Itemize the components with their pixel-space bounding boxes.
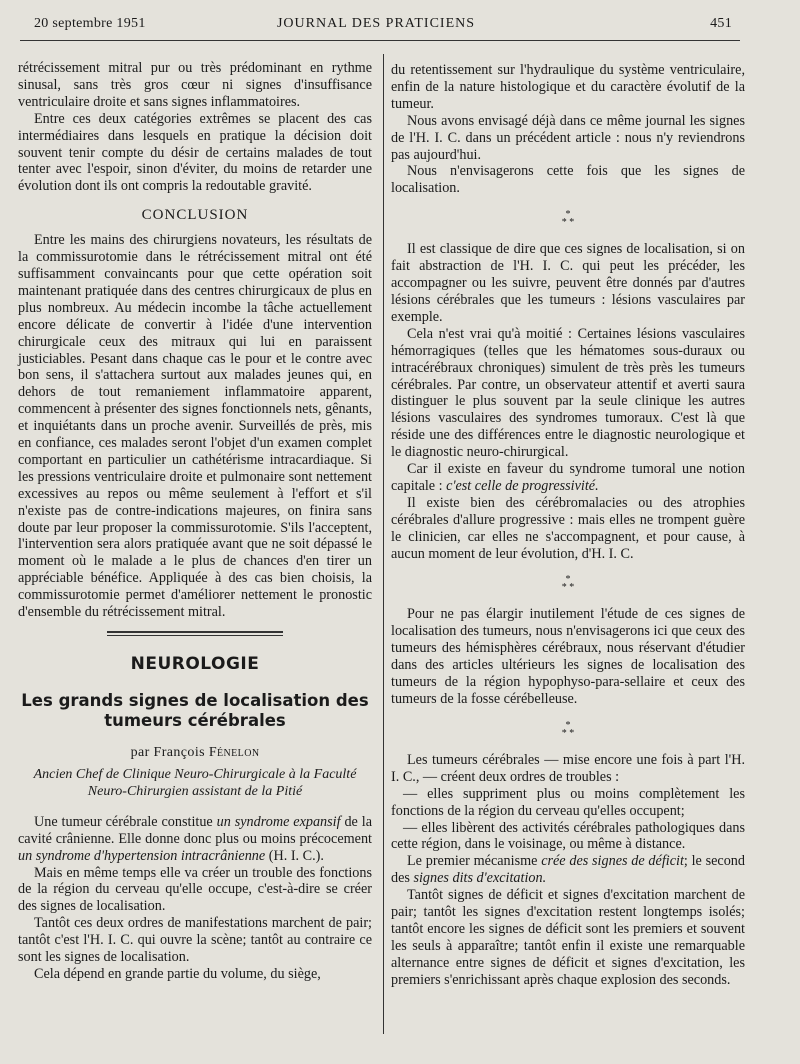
list-item: — elles libèrent des activités cérébrales pathologiques dans cette région, dans le voisinage, ou même à distance.: [391, 819, 745, 853]
italic-run: un syndrome d'hypertension intracrânienne: [18, 847, 266, 864]
paragraph: rétrécissement mitral pur ou très prédominant en rythme sinusal, sans très gros cœur ni signes d'insuffisance ventriculaire droite et sans signes inflammatoires.: [18, 60, 372, 110]
paragraph: [18, 814, 372, 865]
italic-run: signes dits d'excitation.: [413, 870, 547, 887]
asterism-top: *: [565, 719, 571, 731]
paragraph: Les tumeurs cérébrales — mise encore une fois à part l'H. I. C., — créent deux ordres de troubles :: [391, 751, 745, 785]
paragraph: Tantôt ces deux ordres de manifestations marchent de pair; tantôt c'est l'H. I. C. qui ouvre la scène; tantôt au contraire ce sont les signes de localisation.: [18, 915, 372, 966]
paragraph: Entre les mains des chirurgiens novateurs, les résultats de la commissurotomie dans le rétrécissement mitral ont été suffisamment convaincants pour que cette opération soit maintenant pratiquée dans des centres chirurgicaux de plus en plus nombreux. Au médecin incombe la tâche actuellement encore délicate de convertir à l'idée d'une intervention chirurgicale ceux des mitraux qui lui en paraissent justiciables. Pesant dans chaque cas le pour et le contre avec bon sens, il s'attachera surtout aux malades jeunes qui, en dehors de tout remaniement inflammatoire apparent, commencent à présenter des signes fonctionnels nets, gênants, et inquiétants dans un proche avenir. Surveillés de près, mis en confiance, ces malades seront l'objet d'un examen complet comportant en particulier un cathétérisme intracardiaque. Si les pressions ventriculaire droite et pulmonaire sont nettement excessives au repos ou même seulement à l'effort et s'il n'existe pas de contre-indications majeures, on finira sans doute par leur proposer la commissurotomie. S'ils l'acceptent, l'intervention sera alors pratiquée avant que ne soit dépassé le moment où le malade a le plus de chances d'en tirer un appréciable bénéfice. Appliquée à des cas bien choisis, la commissurotomie permet d'améliorer nettement le pronostic d'ensemble du rétrécissement mitral.: [18, 232, 372, 621]
asterism: [391, 719, 745, 739]
paragraph: Entre ces deux catégories extrêmes se placent des cas intermédiaires dans lesquels en pratique la décision doit souvent tenir compte du désir de certains malades de tout tenter avec l'espoir, sinon d'éviter, du moins de retarder une évolution dont ils ont compris la redoutable gravité.: [18, 110, 372, 195]
byline: [18, 745, 372, 762]
paragraph: du retentissement sur l'hydraulique du système ventriculaire, enfin de la nature histologique et du caractère évolutif de la tumeur.: [391, 62, 745, 112]
paragraph: Nous n'envisagerons cette fois que les signes de localisation.: [391, 163, 745, 197]
asterism: [391, 576, 745, 592]
author-name: Fénelon: [208, 744, 260, 760]
paragraph: Pour ne pas élargir inutilement l'étude de ces signes de localisation des tumeurs, nous n'envisagerons ici que ceux des tumeurs des hémisphères cérébraux, nous réservant d'étudier dans des articles ultérieurs les signes de localisation des tumeurs de la région hypophyso-para-sellaire et ceux des tumeurs de la fosse cérébelleuse.: [391, 606, 745, 707]
author-affiliation: Ancien Chef de Clinique Neuro-Chirurgicale à la Faculté Neuro-Chirurgien assistant de la Pitié: [33, 766, 357, 799]
italic-run: un syndrome expansif: [216, 813, 341, 830]
paragraph: Nous avons envisagé déjà dans ce même journal les signes de l'H. I. C. dans un précédent article : nous n'y reviendrons pas aujourd'hui.: [391, 112, 745, 163]
section-rule: [107, 631, 283, 633]
text-run: (H. I. C.).: [265, 847, 324, 864]
italic-run: c'est celle de progressivité.: [446, 477, 599, 494]
text-run: de la cavité crânienne. Elle donne donc plus ou moins précocement: [18, 813, 373, 847]
paragraph: [391, 853, 745, 887]
paragraph: Mais en même temps elle va créer un trouble des fonctions de la région du cerveau qu'elle occupe, c'est-à-dire se créer des signes de localisation.: [18, 864, 372, 915]
header-divider: [20, 40, 740, 41]
italic-run: crée des signes de déficit: [541, 853, 684, 870]
text-run: Car il existe en faveur du syndrome tumoral une notion capitale :: [391, 461, 745, 494]
asterism-top: *: [565, 209, 571, 221]
asterism-bottom: * *: [561, 582, 575, 594]
asterism-bottom: * *: [561, 217, 575, 229]
paragraph: Il existe bien des cérébromalacies ou des atrophies cérébrales d'allure progressive : mais elles ne trompent guère le clinicien, car elles ne s'accompagnent, et pour cause, à aucun moment de leur évolution, d'H. I. C.: [391, 494, 745, 562]
column-divider: [383, 54, 384, 1034]
byline-par: par François: [130, 744, 205, 760]
asterism: [391, 211, 745, 227]
article-title: Les grands signes de localisation des tumeurs cérébrales: [21, 690, 369, 730]
header-date: 20 septembre 1951: [34, 16, 146, 31]
paragraph: [391, 461, 745, 495]
text-run: Le premier mécanisme: [407, 853, 542, 870]
conclusion-heading: CONCLUSION: [141, 207, 249, 224]
paragraph: Il est classique de dire que ces signes de localisation, si on fait abstraction de l'H. I. C. qui peut les précéder, les accompagner ou les suivre, peuvent être donnés par d'autres lésions cérébrales que les tumeurs : lésions vasculaires par exemple.: [391, 241, 745, 325]
right-column: [391, 62, 745, 989]
section-title: NEUROLOGIE: [130, 654, 260, 674]
list-item: — elles suppriment plus ou moins complètement les fonctions de la région du cerveau qu'elles occupent;: [391, 785, 745, 819]
running-header: [20, 14, 732, 38]
left-column: [18, 60, 372, 983]
text-run: Une tumeur cérébrale constitue: [34, 813, 217, 830]
paragraph: Tantôt signes de déficit et signes d'excitation marchent de pair; tantôt les signes d'excitation restent longtemps isolés; tantôt encore les signes de déficit sont les premiers et souvent les seuls à apparaître; tantôt enfin il existe une remarquable alternance entre signes de déficit et signes d'excitation, les premiers s'enrichissant après chaque explosion des seconds.: [391, 887, 745, 988]
asterism-bottom: * *: [561, 727, 575, 739]
text-run: ; le second des: [391, 853, 745, 887]
header-page-number: 451: [710, 16, 732, 31]
paragraph: Cela dépend en grande partie du volume, du siège,: [34, 965, 321, 982]
paragraph: Cela n'est vrai qu'à moitié : Certaines lésions vasculaires hémorragiques (telles que les hématomes sous-duraux ou intracérébraux chroniques) simulent de très près les tumeurs cérébrales. Par contre, un observateur attentif et averti saura distinguer le plus souvent par la seule clinique les autres lésions vasculaires des syndromes tumoraux. C'est là que réside une des différences entre le diagnostic neurologique et le diagnostic neuro-chirurgical.: [391, 325, 745, 461]
section-rule: [107, 635, 283, 636]
asterism-top: *: [565, 574, 571, 586]
header-journal-title: JOURNAL DES PRATICIENS: [276, 16, 476, 31]
